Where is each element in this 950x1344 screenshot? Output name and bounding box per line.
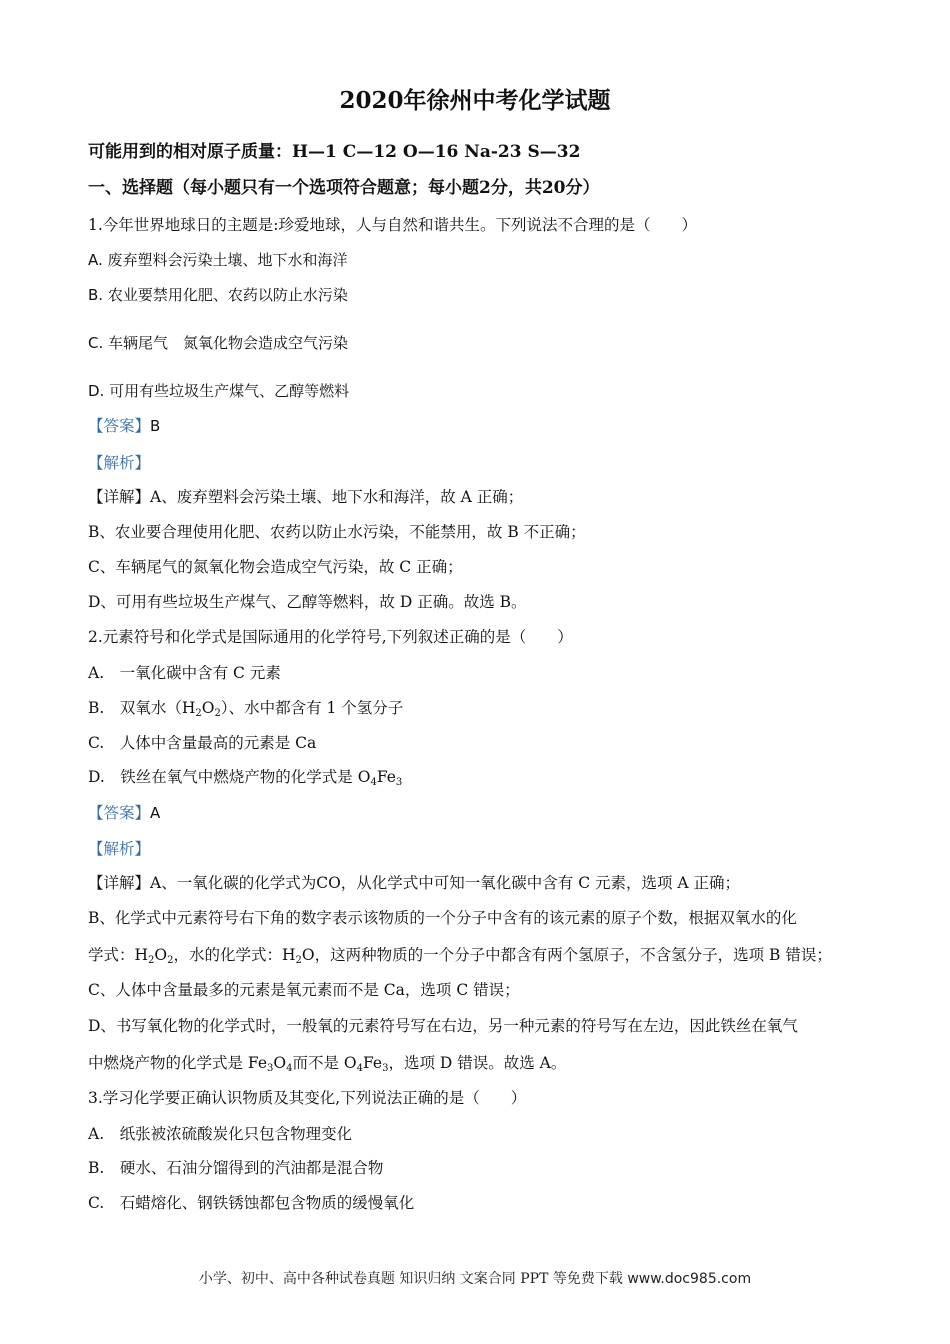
q2-stem: 2.元素符号和化学式是国际通用的化学符号,下列叙述正确的是（ ） (88, 628, 573, 646)
q2-option-b: B. 双氧水$(H_2O_2)$、水中都含有 1 个氢分子 (88, 699, 404, 719)
q1-detail-d: D、可用有些垃圾生产煤气、乙醇等燃料，故 D 正确。故选 B。 (88, 593, 527, 611)
q3-stem: 3.学习化学要正确认识物质及其变化,下列说法正确的是（ ） (88, 1089, 527, 1107)
q2-option-c: C. 人体中含量最高的元素是 Ca (88, 734, 317, 752)
footer-text: 小学、初中、高中各种试卷真题 知识归纳 文案合同 PPT 等免费下载 (198, 1271, 623, 1287)
page-footer (0, 1268, 950, 1288)
q2-answer (88, 803, 160, 823)
q1-stem: 1.今年世界地球日的主题是:珍爱地球，人与自然和谐共生。下列说法不合理的是（ ） (88, 216, 698, 234)
q1-answer (88, 416, 160, 436)
q1-option-c: C. 车辆尾气 氮氧化物会造成空气污染 (88, 334, 349, 352)
q1-detail-a: 【详解】A、废弃塑料会污染土壤、地下水和海洋，故 A 正确； (88, 488, 524, 506)
q3-option-c: C. 石蜡熔化、钢铁锈蚀都包含物质的缓慢氧化 (88, 1194, 415, 1212)
answer-label: 【答案】 (88, 417, 151, 435)
q2-detail-b1: B、化学式中元素符号右下角的数字表示该物质的一个分子中含有的该元素的原子个数，根据双氧水的化 (88, 909, 797, 927)
q1-detail-b: B、农业要合理使用化肥、农药以防止水污染，不能禁用，故 B 不正确； (88, 523, 586, 541)
q2-option-d: D. 铁丝在氧气中燃烧产物的化学式是 $O_4Fe_3$ (88, 768, 403, 788)
answer-value: B (150, 417, 161, 435)
answer-label: 【答案】 (88, 804, 151, 822)
atomic-mass-line: 可能用到的相对原子质量：H—1 C—12 O—16 Na-23 S—32 (88, 142, 581, 162)
q3-option-a: A. 纸张被浓硫酸炭化只包含物理变化 (88, 1125, 353, 1143)
q1-analysis-label: 【解析】 (88, 454, 151, 472)
q1-detail-c: C、车辆尾气的氮氧化物会造成空气污染，故 C 正确； (88, 558, 463, 576)
answer-value: A (150, 804, 161, 822)
q2-detail-d2: 中燃烧产物的化学式是 $Fe_3O_4$而不是 $O_4Fe_3$，选项 D 错误。故选 A。 (88, 1054, 567, 1074)
q3-option-b: B. 硬水、石油分馏得到的汽油都是混合物 (88, 1159, 384, 1177)
q2-option-a: A. 一氧化碳中含有 C 元素 (88, 664, 281, 682)
q2-detail-b2: 学式：$H_2O_2$，水的化学式：$H_2O$，这两种物质的一个分子中都含有两个氢原子，不含氢分子，选项 B 错误； (88, 946, 832, 966)
q2-detail-a: 【详解】A、一氧化碳的化学式为CO，从化学式中可知一氧化碳中含有 C 元素，选项 A 正确； (88, 874, 741, 892)
detail-label: 【详解】 (88, 488, 151, 506)
q1-option-a: A. 废弃塑料会污染土壤、地下水和海洋 (88, 251, 348, 269)
q1-option-d: D. 可用有些垃圾生产煤气、乙醇等燃料 (88, 382, 350, 400)
q2-analysis-label: 【解析】 (88, 840, 151, 858)
detail-label: 【详解】 (88, 874, 151, 892)
q2-detail-d1: D、书写氧化物的化学式时，一般氧的元素符号写在右边，另一种元素的符号写在左边，因此铁丝在氧气 (88, 1017, 798, 1035)
page-title: 2020年徐州中考化学试题 (339, 87, 611, 114)
section-heading: 一、选择题（每小题只有一个选项符合题意；每小题2分，共20分） (88, 178, 600, 198)
q1-option-b: B. 农业要禁用化肥、农药以防止水污染 (88, 286, 348, 304)
footer-link[interactable]: www.doc985.com (627, 1271, 752, 1287)
q2-detail-c: C、人体中含量最多的元素是氧元素而不是 Ca，选项 C 错误； (88, 981, 520, 999)
